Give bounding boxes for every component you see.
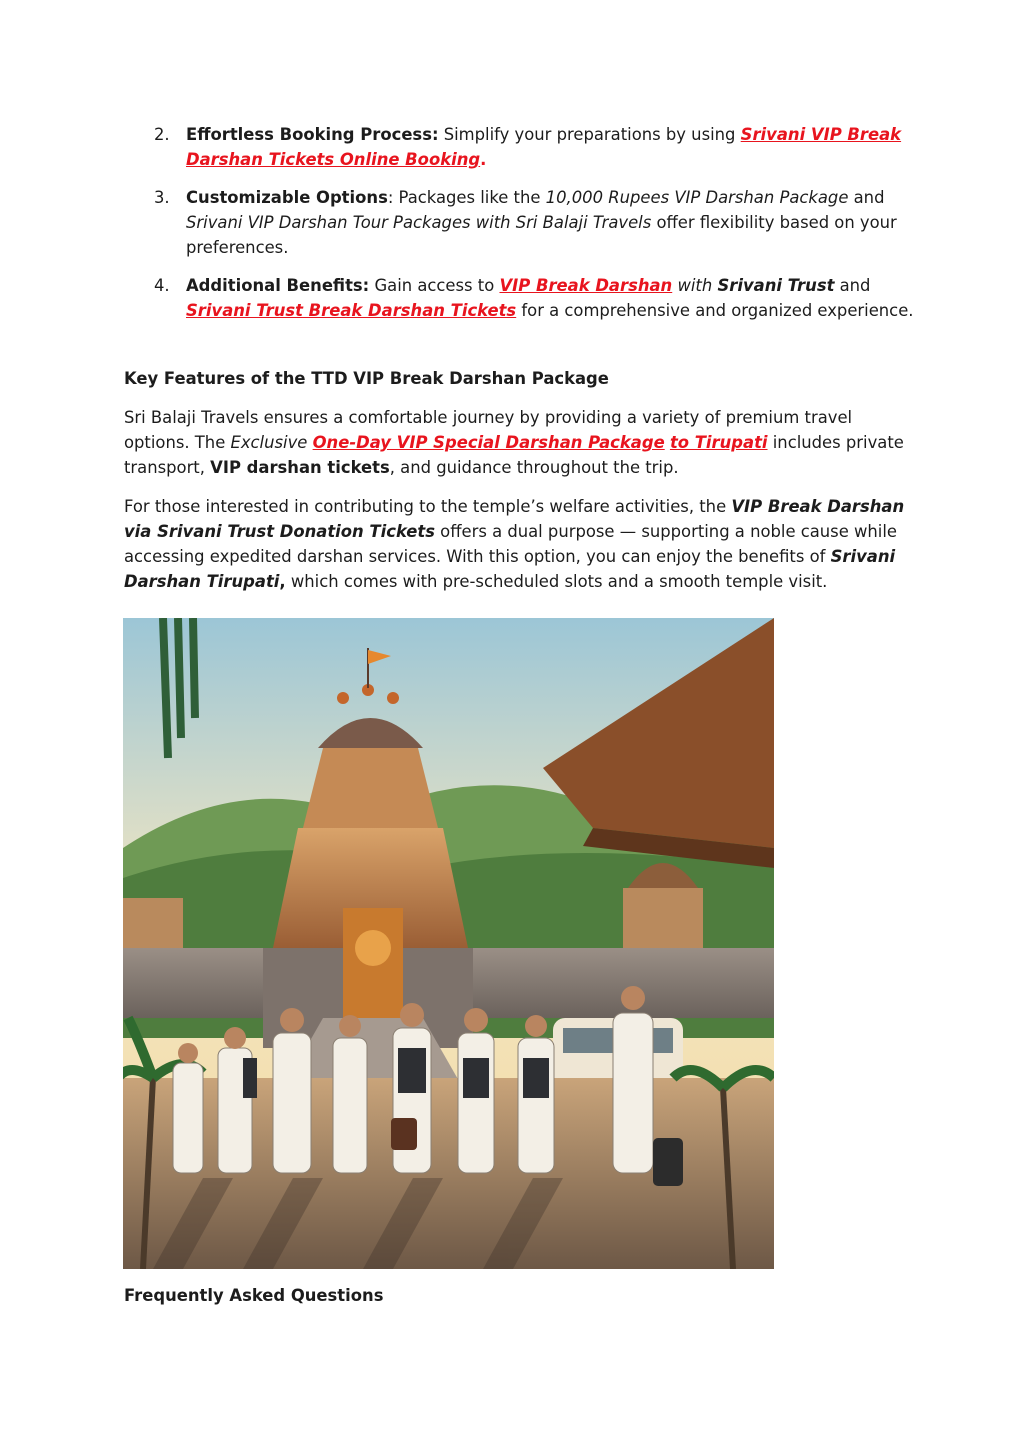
list-text: Gain access to bbox=[369, 276, 500, 295]
srivani-online-booking-link[interactable]: Srivani VIP Break Darshan Tickets Online Booking bbox=[186, 125, 902, 169]
para-strong: VIP darshan tickets bbox=[210, 458, 390, 477]
list-item bbox=[124, 185, 914, 260]
list-item bbox=[124, 122, 914, 172]
para-text: For those interested in contributing to the temple’s welfare activities, the bbox=[124, 497, 732, 516]
list-lead: Effortless Booking Process: bbox=[186, 125, 439, 144]
list-lead: Customizable Options bbox=[186, 188, 388, 207]
list-text: : Packages like the bbox=[387, 188, 546, 207]
list-number: 4. bbox=[154, 276, 170, 295]
benefits-list bbox=[124, 122, 914, 323]
para-strong-emphasis: VIP Break Darshan via Srivani Trust Donation Tickets bbox=[124, 497, 905, 541]
vip-break-darshan-link[interactable]: VIP Break Darshan bbox=[499, 276, 673, 295]
list-lead: Additional Benefits: bbox=[186, 276, 370, 295]
list-end: . bbox=[480, 150, 487, 169]
list-text: and bbox=[834, 276, 871, 295]
para-text: which comes with pre-scheduled slots and a smooth temple visit. bbox=[285, 572, 828, 591]
para-text: includes private transport, bbox=[124, 433, 904, 477]
para-text: offers a dual purpose — supporting a noble cause while accessing expedited darshan services. With this option, you can enjoy the benefits of bbox=[124, 522, 897, 566]
temple-illustration-icon bbox=[123, 618, 774, 1269]
list-text: Simplify your preparations by using bbox=[438, 125, 741, 144]
list-strong-emphasis: Srivani Trust bbox=[717, 276, 835, 295]
faq-heading: Frequently Asked Questions bbox=[124, 1286, 384, 1305]
para-text: Sri Balaji Travels ensures a comfortable journey by providing a variety of premium travel options. The bbox=[124, 408, 853, 452]
paragraph-intro bbox=[124, 405, 914, 480]
para-strong-emphasis: Srivani Darshan Tirupati bbox=[124, 547, 896, 591]
document-body bbox=[124, 122, 914, 608]
list-text: for a comprehensive and organized experience. bbox=[516, 301, 914, 320]
list-text: offer flexibility based on your preferences. bbox=[186, 213, 897, 257]
section-heading: Key Features of the TTD VIP Break Darshan Package bbox=[124, 369, 609, 388]
paragraph-donation bbox=[124, 494, 914, 594]
to-tirupati-link[interactable]: to Tirupati bbox=[669, 433, 768, 452]
list-emphasis: Srivani VIP Darshan Tour Packages with Sri Balaji Travels bbox=[186, 213, 652, 232]
list-item bbox=[124, 273, 914, 323]
one-day-vip-package-link[interactable]: One-Day VIP Special Darshan Package bbox=[312, 433, 665, 452]
para-text: , and guidance throughout the trip. bbox=[389, 458, 679, 477]
para-strong: , bbox=[279, 572, 286, 591]
list-emphasis: 10,000 Rupees VIP Darshan Package bbox=[545, 188, 849, 207]
list-number: 2. bbox=[154, 125, 170, 144]
para-emphasis: Exclusive bbox=[230, 433, 308, 452]
srivani-trust-tickets-link[interactable]: Srivani Trust Break Darshan Tickets bbox=[186, 301, 517, 320]
list-emphasis: with bbox=[672, 276, 718, 295]
list-text: and bbox=[848, 188, 885, 207]
list-number: 3. bbox=[154, 188, 170, 207]
